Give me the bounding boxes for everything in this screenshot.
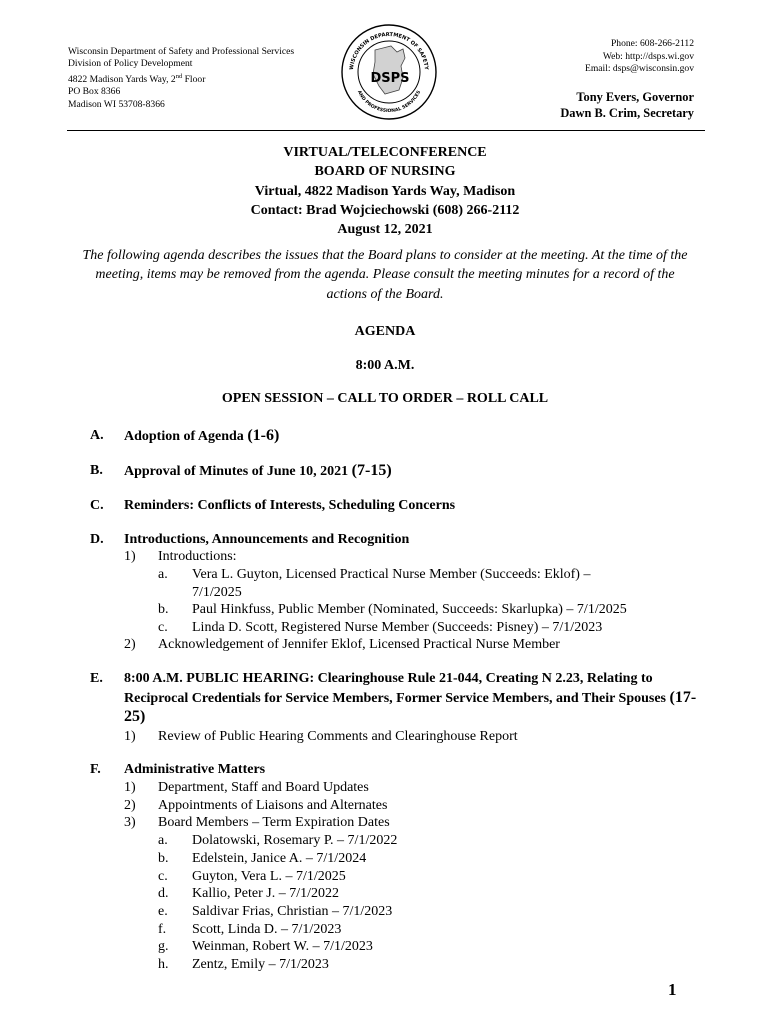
meeting-time: 8:00 A.M. <box>355 358 415 373</box>
item-heading: Reminders: Conflicts of Interests, Scheduling Concerns <box>124 498 456 513</box>
item-letter: C. <box>90 498 104 513</box>
address-line: Madison WI 53708-8366 <box>68 98 165 110</box>
header-divider <box>67 130 705 131</box>
session-heading: OPEN SESSION – CALL TO ORDER – ROLL CALL <box>221 391 549 406</box>
title-line: BOARD OF NURSING <box>314 164 456 180</box>
intro-paragraph: The following agenda describes the issues that the Board plans to consider at the meeting. At the time of the meeting, items may be removed from the agenda. Please consult the meeting minutes for a record of the actions of the Board. <box>82 248 688 302</box>
governor-name: Tony Evers, Governor <box>576 90 694 104</box>
agenda-heading: AGENDA <box>354 324 416 339</box>
item-letter: F. <box>90 762 101 777</box>
page-range: (17-25) <box>124 688 697 726</box>
department-address <box>68 46 294 111</box>
address-line: PO Box 8366 <box>68 86 121 98</box>
item-heading: 8:00 A.M. PUBLIC HEARING: Clearinghouse Rule 21-044, Creating N 2.23, Relating to Reciprocal Credentials for Service Members, Former Service Members, and Their Spouses (17-25) <box>124 671 697 726</box>
item-heading: Approval of Minutes of June 10, 2021 (7-15) <box>124 462 392 479</box>
item-letter: E. <box>90 671 103 686</box>
item-letter: B. <box>90 463 103 478</box>
seal-top-text: WISCONSIN DEPARTMENT OF SAFETY <box>348 31 429 71</box>
title-line: August 12, 2021 <box>337 222 433 238</box>
sub-sub-item: a. Vera L. Guyton, Licensed Practical Nurse Member (Succeeds: Eklof) – 7/1/2025 <box>158 567 591 600</box>
item-heading: Adoption of Agenda (1-6) <box>124 427 280 444</box>
item-heading: Administrative Matters <box>124 762 266 777</box>
seal-letters: DSPS <box>370 71 410 86</box>
seal-bottom-text: AND PROFESSIONAL SERVICES <box>355 90 423 115</box>
web-line: Web: http://dsps.wi.gov <box>602 50 694 62</box>
title-line: Virtual, 4822 Madison Yards Way, Madison <box>254 183 516 199</box>
item-letter: A. <box>90 428 104 443</box>
dsps-seal-logo <box>339 22 439 122</box>
agenda-page: Wisconsin Department of Safety and Professional Services Division of Policy Development 4822 Madison Yards Way, 2nd Floor PO Box 8366 Madison WI 53708-8366 WISCONSIN DEPARTMENT OF SAFETY AND PROFESSIONAL SERVICES DSPS Phone: 608-266-2112 Web: http://dsps.wi.gov Email: dsps@wisconsin.gov Tony Evers, Governor Dawn B. Crim, Secretary VIRTUAL/TELECONFERENCE BOARD OF NURSING Virtual, 4822 Madison Yards Way, Madison Contact: Brad Wojciechowski (608) 266-2112 August 12, 2021 The following agenda describes the issues that the Board plans to consider at the meeting. At the time of the meeting, items may be removed from the agenda. Please consult the meeting minutes for a record of the actions of the Board. AGENDA 8:00 A.M. OPEN SESSION – CALL TO ORDER – ROLL CALL A. Adoption of Agenda (1-6) B. Approval of Minutes of June 10, 2021 (7-15) C. Reminders: Conflicts of Interests, Scheduling Concerns D. Introductions, Announcements and Recognition 1) Introductions: a. Vera L. Guyton, Licensed Practical Nurse Member (Succeeds: Eklof) – 7/1/2025 b. Paul Hinkfuss, Public Member (Nominated, Succeeds: Skarlupka) – 7/1/2025 c. Linda D. Scott, Registered Nurse Member (Succeeds: Pisney) – 7/1/2023 2) Acknowledgement of Jennifer Eklof, Licensed Practical Nurse Member E. 8:00 A.M. PUBLIC HEARING: Clearinghouse Rule 21-044, Creating N 2.23, Relating to Reciprocal Credentials for Service Members, Former Service Members, and Their Spouses (17-25) 1) Review of Public Hearing Comments and Clearinghouse Report F. Administrative Matters 1) Department, Staff and Board Updates 2) Appointments of Liaisons and Alternates 3) Board Members – Term Expiration Dates a. Dolatowski, Rosemary P. – 7/1/2022 b. Edelstein, Janice A. – 7/1/2024 c. Guyton, Vera L. – 7/1/2025 d. Kallio, Peter J. – 7/1/2022 e. Saldivar Frias, Christian – 7/1/2023 f. Scott, Linda D. – 7/1/2023 g. Weinman, Robert W. – 7/1/2023 h. Zentz, Emily – 7/1/2023 1 <box>0 0 770 1024</box>
address-line: Division of Policy Development <box>68 58 193 70</box>
page-number: 1 <box>668 980 677 999</box>
contact-info <box>585 38 694 76</box>
title-line: Contact: Brad Wojciechowski (608) 266-2112 <box>250 202 520 218</box>
officials <box>560 90 694 121</box>
meeting-title <box>0 143 770 239</box>
email-line: Email: dsps@wisconsin.gov <box>584 63 694 75</box>
address-line: 4822 Madison Yards Way, 2nd Floor <box>68 72 206 85</box>
title-line: VIRTUAL/TELECONFERENCE <box>283 145 487 160</box>
item-heading: Introductions, Announcements and Recognition <box>124 532 410 547</box>
wisconsin-map-icon <box>373 46 405 94</box>
page-range: (1-6) <box>247 427 280 444</box>
page-range: (7-15) <box>351 462 392 479</box>
address-line: Wisconsin Department of Safety and Professional Services <box>68 46 295 57</box>
secretary-name: Dawn B. Crim, Secretary <box>560 105 694 120</box>
item-letter: D. <box>90 532 104 547</box>
phone-line: Phone: 608-266-2112 <box>610 38 694 49</box>
